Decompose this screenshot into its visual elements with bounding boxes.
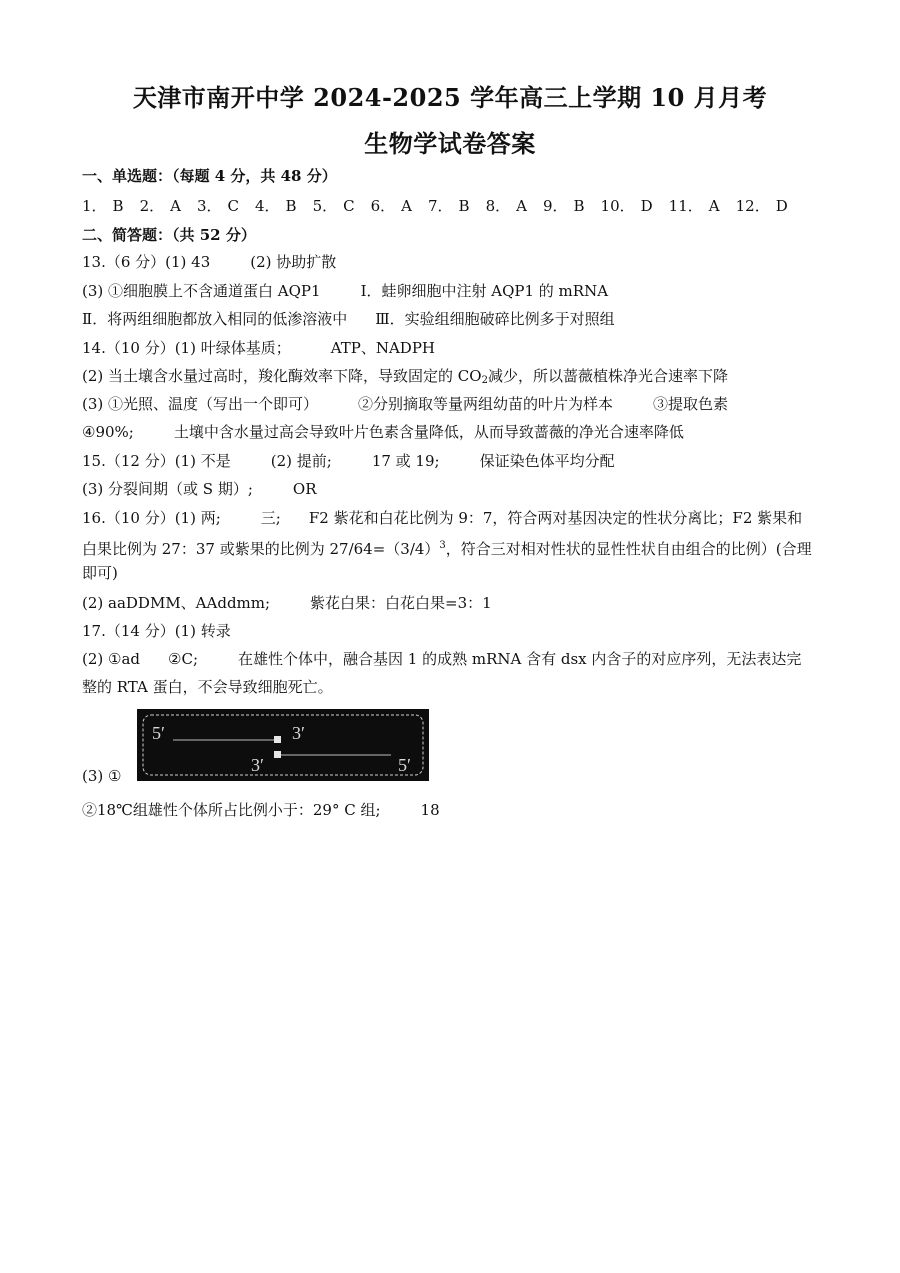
q13-part3-4: Ⅲ．实验组细胞破碎比例多于对照组	[375, 310, 615, 328]
mc-answer	[601, 195, 653, 217]
mc-answer	[428, 195, 470, 217]
q16-part1-e: ，符合三对相对性状的显性性状自由组合的比例）(合理	[445, 540, 812, 558]
mc-answer	[669, 195, 720, 217]
mc-answer	[82, 195, 124, 217]
q13-line2	[82, 280, 822, 302]
mc-answer-number: 4．	[255, 197, 280, 215]
mc-answer	[486, 195, 527, 217]
q13-line1	[82, 251, 822, 273]
q14-part3-5: 土壤中含水量过高会导致叶片色素含量降低，从而导致蔷薇的净光合速率降低	[173, 423, 684, 441]
mc-answer-letter: D	[775, 197, 788, 215]
q15-line1	[82, 450, 822, 472]
mc-answer-letter: A	[401, 197, 412, 215]
mc-answer-letter: C	[343, 197, 355, 215]
mc-answer	[736, 195, 788, 217]
mc-answer	[255, 195, 297, 217]
mc-answer-number: 11．	[668, 197, 703, 215]
top-strand-marker	[274, 736, 281, 743]
mc-answer-letter: C	[227, 197, 239, 215]
q14-line2	[82, 365, 822, 392]
mc-answer-letter: D	[640, 197, 653, 215]
q17-line5	[82, 799, 822, 821]
section2-heading: 二、简答题：（共 52 分）	[82, 226, 256, 244]
q15-part3: (3) 分裂间期（或 S 期）;	[82, 480, 253, 498]
q15-part2-c: 保证染色体平均分配	[479, 452, 615, 470]
label-bottom-5prime: 5′	[398, 755, 411, 775]
bottom-strand-marker	[274, 751, 281, 758]
q16-part2-b: 紫花白果：白花白果=3：1	[310, 594, 492, 612]
mc-answer-letter: B	[458, 197, 470, 215]
q14-line4	[82, 421, 822, 443]
q14-part2-a: (2) 当土壤含水量过高时，羧化酶效率下降，导致固定的 CO	[82, 367, 482, 385]
q14-part3-4: ④90%;	[82, 423, 134, 441]
q16-part1-c: F2 紫花和白花比例为 9：7，符合两对基因决定的性状分离比；F2 紫果和	[308, 509, 803, 527]
q15-line2	[82, 478, 822, 500]
power-superscript: 3	[439, 540, 446, 551]
q15-part2: (2) 提前;	[270, 452, 332, 470]
label-top-5prime: 5′	[152, 723, 165, 743]
q16-line3: 即可)	[82, 564, 118, 582]
mc-answer-number: 6．	[370, 197, 396, 215]
q14-part1: 14.（10 分）(1) 叶绿体基质；	[82, 339, 291, 357]
multiple-choice-answers	[82, 195, 822, 217]
q14-line3	[82, 393, 822, 415]
q17-part3-3: 18	[420, 801, 440, 819]
mc-answer-number: 1．	[82, 197, 107, 215]
dna-duplex-svg	[137, 709, 429, 781]
mc-answer	[197, 195, 239, 217]
mc-answer-letter: B	[573, 197, 585, 215]
q15-part2-b: 17 或 19;	[371, 452, 440, 470]
q13-part3-2: Ⅰ．蛙卵细胞中注射 AQP1 的 mRNA	[360, 282, 609, 300]
mc-answer-letter: B	[112, 197, 124, 215]
q13-part3-1: (3) ①细胞膜上不含通道蛋白 AQP1	[82, 282, 321, 300]
mc-answer-number: 10．	[600, 197, 635, 215]
q17-line3: 整的 RTA 蛋白，不会导致细胞死亡。	[82, 678, 333, 696]
mc-answer-letter: A	[516, 197, 527, 215]
mc-answer-letter: A	[708, 197, 720, 215]
q17-part3-label: (3) ①	[82, 767, 122, 785]
q16-part1-d: 白果比例为 27：37 或紫果的比例为 27/64=（3/4）	[82, 540, 440, 558]
mc-answer-letter: A	[170, 197, 181, 215]
dashed-frame	[143, 715, 423, 775]
q17-part2-2: ②C;	[168, 650, 198, 668]
mc-answer	[140, 195, 181, 217]
q16-part1: 16.（10 分）(1) 两;	[82, 509, 221, 527]
mc-answer-number: 8．	[485, 197, 511, 215]
q15-part1: 15.（12 分）(1) 不是	[82, 452, 231, 470]
section1-heading: 一、单选题：（每题 4 分，共 48 分）	[82, 167, 337, 185]
q14-part3-2: ②分别摘取等量两组幼苗的叶片为样本	[358, 395, 614, 413]
mc-answer-number: 2．	[139, 197, 165, 215]
q14-part3-3: ③提取色素	[653, 395, 729, 413]
mc-answer	[371, 195, 412, 217]
mc-answer-number: 12．	[735, 197, 770, 215]
dna-duplex-diagram	[137, 709, 429, 781]
q16-part1-b: 三;	[260, 509, 281, 527]
label-top-3prime: 3′	[292, 723, 305, 743]
q17-part3-2: ②18℃组雄性个体所占比例小于：29° C 组;	[82, 801, 381, 819]
q13-part3-3: Ⅱ．将两组细胞都放入相同的低渗溶液中	[82, 310, 348, 328]
q14-part3-1: (3) ①光照、温度（写出一个即可）	[82, 395, 319, 413]
mc-answer-number: 9．	[542, 197, 568, 215]
q16-line4	[82, 592, 822, 614]
label-bottom-3prime: 3′	[251, 755, 264, 775]
mc-answer	[313, 195, 355, 217]
mc-answer-number: 3．	[196, 197, 222, 215]
mc-answer	[543, 195, 585, 217]
co2-subscript: 2	[481, 375, 488, 386]
q15-part3-b: OR	[292, 480, 317, 498]
q14-part1-b: ATP、NADPH	[330, 339, 436, 357]
q17-line2	[82, 648, 822, 670]
mc-answer-number: 7．	[428, 197, 453, 215]
q16-part2: (2) aaDDMM、AAddmm;	[82, 594, 271, 612]
q16-line2	[82, 535, 822, 560]
q17-part2-3: 在雄性个体中，融合基因 1 的成熟 mRNA 含有 dsx 内含子的对应序列，无法表达完	[238, 650, 802, 668]
q13-line3	[82, 308, 822, 330]
mc-answer-letter: B	[285, 197, 297, 215]
page-title: 天津市南开中学 2024-2025 学年高三上学期 10 月月考	[132, 83, 768, 112]
mc-answer-number: 5．	[312, 197, 338, 215]
q13-part1: 13.（6 分）(1) 43	[82, 253, 211, 271]
q16-line1	[82, 507, 822, 529]
page-subtitle: 生物学试卷答案	[364, 129, 536, 158]
q13-part2: (2) 协助扩散	[250, 253, 337, 271]
q17-part2-1: (2) ①ad	[82, 650, 141, 668]
q14-part2-b: 减少，所以蔷薇植株净光合速率下降	[487, 367, 728, 385]
q17-line1: 17.（14 分）(1) 转录	[82, 622, 231, 640]
q14-line1	[82, 337, 822, 359]
